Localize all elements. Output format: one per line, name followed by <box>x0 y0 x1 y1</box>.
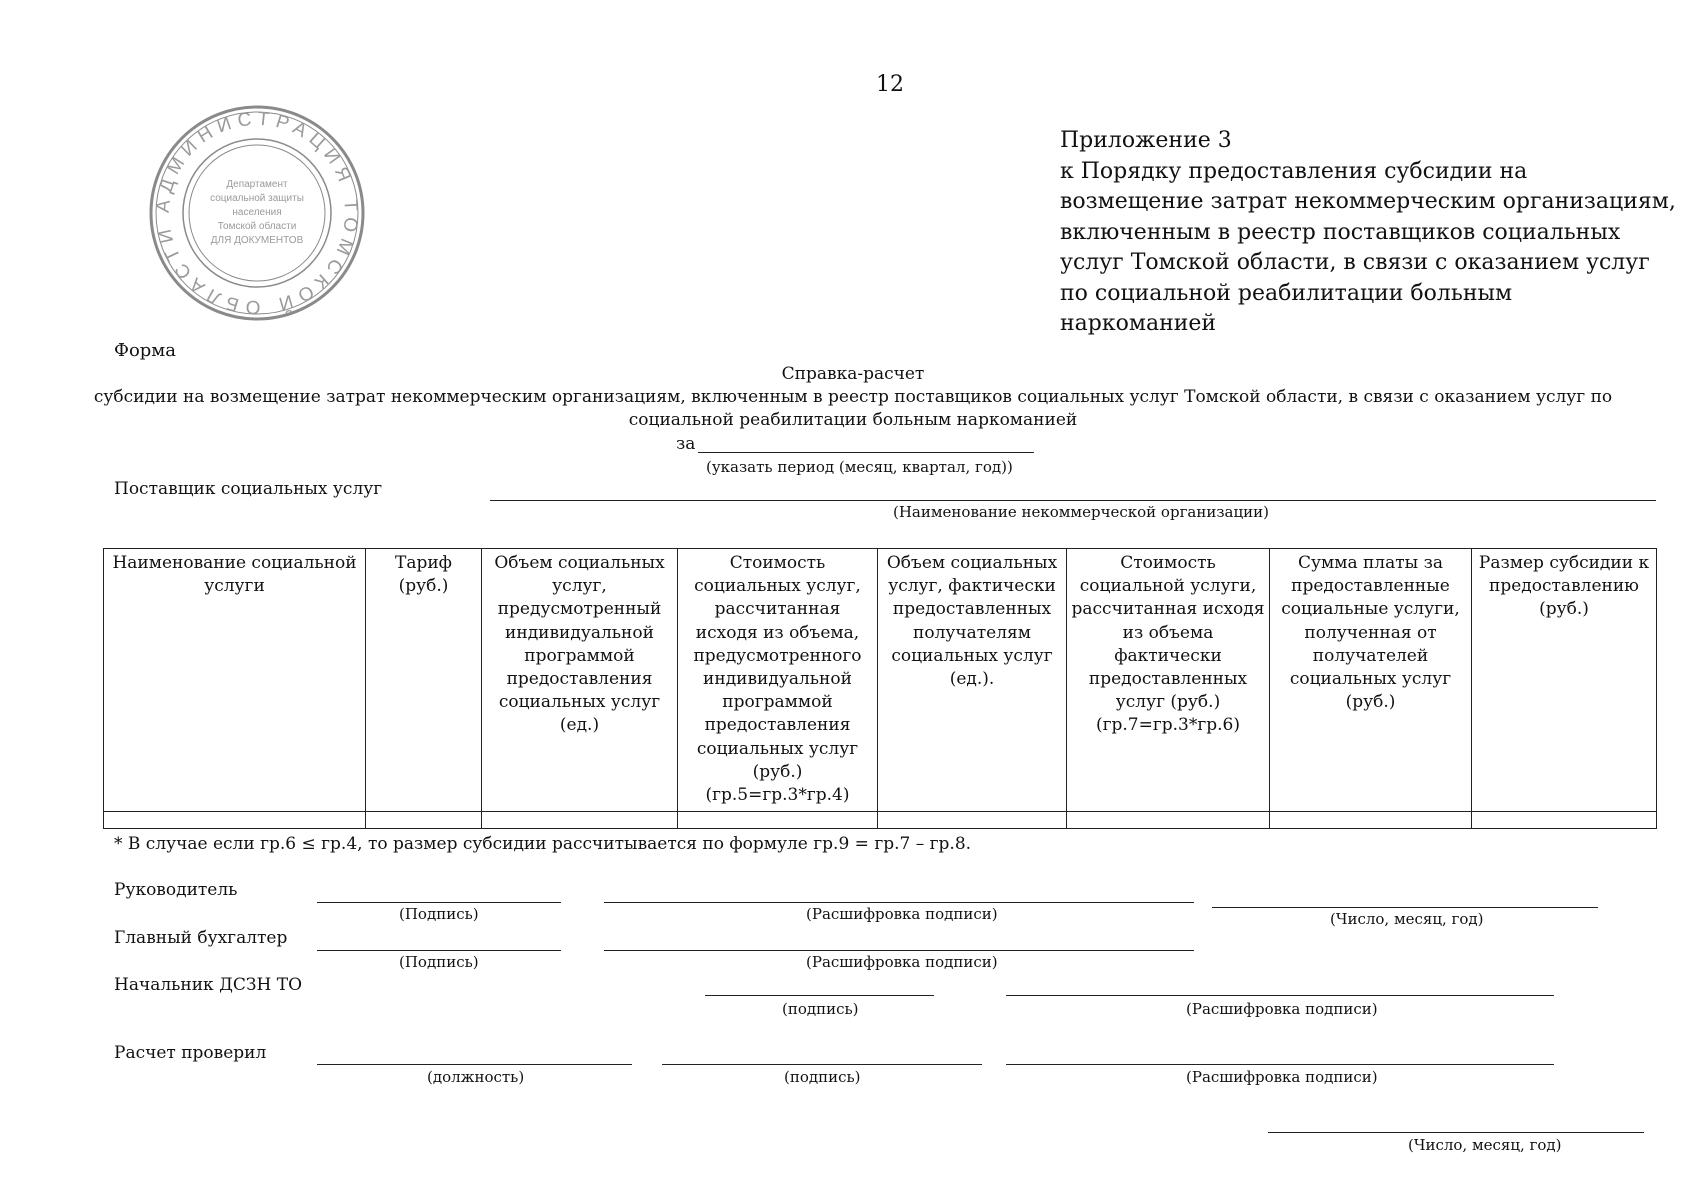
chief-accountant-label: Главный бухгалтер <box>114 928 288 948</box>
checked-by-signature-line[interactable] <box>662 1064 982 1065</box>
checked-by-label: Расчет проверил <box>114 1043 267 1063</box>
dszn-head-decoding-hint: (Расшифровка подписи) <box>1186 1000 1378 1018</box>
dszn-head-label: Начальник ДСЗН ТО <box>114 975 303 995</box>
stamp-inner-line: Департамент <box>226 179 288 190</box>
annex-line: наркоманией <box>1060 311 1217 336</box>
checked-by-decoding-hint: (Расшифровка подписи) <box>1186 1068 1378 1086</box>
head-decoding-hint: (Расшифровка подписи) <box>806 905 998 923</box>
column-header: Объем социальных услуг, предусмотренный индивидуальной программой предоставления социальных услуг (ед.) <box>482 549 678 812</box>
chief-accountant-decoding-line[interactable] <box>604 950 1194 951</box>
table-cell[interactable] <box>1067 812 1270 829</box>
table-cell[interactable] <box>1270 812 1472 829</box>
chief-accountant-signature-line[interactable] <box>317 950 561 951</box>
official-stamp <box>146 102 368 324</box>
form-label: Форма <box>114 340 177 361</box>
title-line-1: Справка-расчет <box>781 364 925 384</box>
chief-accountant-signature-hint: (Подпись) <box>399 953 479 971</box>
annex-line: к Порядку предоставления субсидии на <box>1060 158 1528 184</box>
table-cell[interactable] <box>678 812 878 829</box>
checked-by-position-hint: (должность) <box>427 1068 525 1086</box>
stamp-inner-line: ДЛЯ ДОКУМЕНТОВ <box>210 235 304 246</box>
head-signature-line[interactable] <box>317 902 561 903</box>
chief-accountant-decoding-hint: (Расшифровка подписи) <box>806 953 998 971</box>
period-prefix: за <box>676 434 696 454</box>
page-number: 12 <box>876 72 904 97</box>
annex-header <box>1060 126 1680 340</box>
checked-by-position-line[interactable] <box>317 1064 632 1065</box>
table-cell[interactable] <box>482 812 678 829</box>
head-date-hint: (Число, месяц, год) <box>1330 910 1484 928</box>
stamp-inner-line: населения <box>232 207 282 218</box>
title-line-3: социальной реабилитации больным наркоманией <box>628 410 1078 430</box>
annex-line: возмещение затрат некоммерческим организациям, <box>1060 189 1676 214</box>
dszn-head-decoding-line[interactable] <box>1006 995 1554 996</box>
head-date-line[interactable] <box>1212 907 1598 908</box>
table-cell[interactable] <box>104 812 366 829</box>
table-row <box>104 812 1657 829</box>
stamp-inner-line: социальной защиты <box>210 193 304 204</box>
column-header: Объем социальных услуг, фактически предоставленных получателям социальных услуг (ед.). <box>878 549 1067 812</box>
supplier-hint: (Наименование некоммерческой организации) <box>893 503 1269 521</box>
dszn-head-signature-hint: (подпись) <box>782 1000 859 1018</box>
supplier-label: Поставщик социальных услуг <box>114 479 383 499</box>
column-header: Наименование социальной услуги <box>104 549 366 812</box>
table-cell[interactable] <box>1472 812 1657 829</box>
subsidy-table <box>103 548 1657 829</box>
head-label: Руководитель <box>114 880 238 900</box>
column-header: Сумма платы за предоставленные социальные услуги, полученная от получателей социальных услуг (руб.) <box>1270 549 1472 812</box>
final-date-line[interactable] <box>1268 1132 1644 1133</box>
annex-line: включенным в реестр поставщиков социальных <box>1060 219 1621 245</box>
title-line-2: субсидии на возмещение затрат некоммерческим организациям, включенным в реестр поставщиков социальных услуг Томской области, в связи с оказанием услуг по <box>93 387 1613 407</box>
stamp-inner-line: Томской области <box>217 221 297 232</box>
final-date-hint: (Число, месяц, год) <box>1408 1136 1562 1154</box>
stamp-outer-text: АДМИНИСТРАЦИЯ ТОМСКОЙ ОБЛАСТИ <box>152 108 362 318</box>
column-header: Стоимость социальной услуги, рассчитанная исходя из объема фактически предоставленных услуг (руб.) (гр.7=гр.3*гр.6) <box>1067 549 1270 812</box>
annex-line: по социальной реабилитации больным <box>1060 280 1513 306</box>
table-cell[interactable] <box>878 812 1067 829</box>
period-input-line[interactable] <box>698 452 1034 453</box>
column-header: Тариф (руб.) <box>366 549 482 812</box>
period-hint: (указать период (месяц, квартал, год)) <box>706 458 1013 476</box>
footnote: * В случае если гр.6 ≤ гр.4, то размер субсидии рассчитывается по формуле гр.9 = гр.7 – гр.8. <box>114 834 972 854</box>
column-header: Стоимость социальных услуг, рассчитанная исходя из объема, предусмотренного индивидуальной программой предоставления социальных услуг (руб.) (гр.5=гр.3*гр.4) <box>678 549 878 812</box>
head-decoding-line[interactable] <box>604 902 1194 903</box>
table-header-row <box>104 549 1657 812</box>
supplier-input-line[interactable] <box>490 500 1656 501</box>
table-cell[interactable] <box>366 812 482 829</box>
dszn-head-signature-line[interactable] <box>705 995 934 996</box>
column-header: Размер субсидии к предоставлению (руб.) <box>1472 549 1657 812</box>
head-signature-hint: (Подпись) <box>399 905 479 923</box>
annex-line: Приложение 3 <box>1060 128 1232 153</box>
annex-line: услуг Томской области, в связи с оказанием услуг <box>1060 250 1650 275</box>
checked-by-signature-hint: (подпись) <box>784 1068 861 1086</box>
checked-by-decoding-line[interactable] <box>1006 1064 1554 1065</box>
